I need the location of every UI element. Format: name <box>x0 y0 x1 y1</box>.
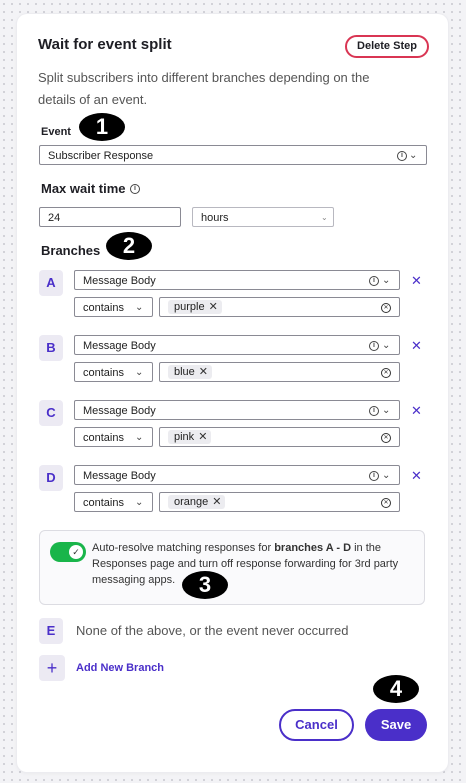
clear-circle-icon[interactable]: ✕ <box>381 498 391 508</box>
auto-resolve-text <box>92 540 422 588</box>
branch-b-field-select[interactable] <box>74 335 400 355</box>
step-marker-3: 3 <box>182 571 228 599</box>
branch-letter-d: D <box>39 465 63 491</box>
branch-a-field-select[interactable] <box>74 270 400 290</box>
panel-description: Split subscribers into different branches depending on the details of an event. <box>38 70 370 107</box>
info-icon: i <box>369 341 379 351</box>
add-new-branch-link[interactable]: Add New Branch <box>76 662 165 674</box>
clear-circle-icon[interactable]: ✕ <box>381 368 391 378</box>
branch-letter-e: E <box>39 618 63 644</box>
wait-unit-select[interactable] <box>192 207 334 227</box>
chip-label: orange <box>174 496 209 508</box>
wait-amount-input[interactable] <box>39 207 181 227</box>
cancel-button[interactable]: Cancel <box>279 709 354 741</box>
step-marker-2: 2 <box>106 232 152 260</box>
branch-a-field-value: Message Body <box>83 275 156 287</box>
remove-branch-d-close-icon[interactable]: ✕ <box>411 468 422 483</box>
chevron-down-icon: ⌄ <box>382 405 391 416</box>
remove-branch-b-close-icon[interactable]: ✕ <box>411 338 422 353</box>
step-marker-4: 4 <box>373 675 419 703</box>
remove-chip-close-icon[interactable]: ✕ <box>208 301 218 313</box>
plus-icon[interactable]: + <box>39 655 65 681</box>
chevron-down-icon: ⌄ <box>382 340 391 351</box>
branch-letter-b: B <box>39 335 63 361</box>
branch-d-value-chip <box>168 495 225 509</box>
delete-step-button[interactable]: Delete Step <box>345 35 429 58</box>
remove-branch-c-close-icon[interactable]: ✕ <box>411 403 422 418</box>
remove-branch-a-close-icon[interactable]: ✕ <box>411 273 422 288</box>
chip-label: pink <box>174 431 195 443</box>
save-button[interactable]: Save <box>365 709 427 741</box>
chevron-down-icon: ⌄ <box>135 497 144 508</box>
branch-a-operator-value: contains <box>83 302 124 314</box>
remove-chip-close-icon[interactable]: ✕ <box>212 496 222 508</box>
info-icon: i <box>369 406 379 416</box>
branch-c-operator-value: contains <box>83 432 124 444</box>
check-icon: ✓ <box>69 545 83 559</box>
branch-c-value-input[interactable] <box>159 427 400 447</box>
step-marker-1: 1 <box>79 113 125 141</box>
wait-unit-value: hours <box>201 212 229 224</box>
branch-a-operator-select[interactable] <box>74 297 153 317</box>
branch-letter-a: A <box>39 270 63 296</box>
auto-resolve-text-end: in the Responses page and turn off response forwarding for 3rd party messaging apps. <box>92 542 399 586</box>
chevron-down-icon: ⌄ <box>135 432 144 443</box>
branch-letter-c: C <box>39 400 63 426</box>
branch-d-operator-select[interactable] <box>74 492 153 512</box>
chevron-down-icon: ⌄ <box>321 213 328 222</box>
chevron-down-icon: ⌄ <box>382 470 391 481</box>
auto-resolve-text-bold: branches A - D <box>274 542 352 554</box>
branch-d-value-input[interactable] <box>159 492 400 512</box>
branch-d-field-value: Message Body <box>83 470 156 482</box>
max-wait-label: Max wait time <box>41 181 126 196</box>
chevron-down-icon: ⌄ <box>135 367 144 378</box>
branch-a-value-chip <box>168 300 222 314</box>
event-label: Event <box>41 126 71 138</box>
branch-d-field-select[interactable] <box>74 465 400 485</box>
chip-label: blue <box>174 366 195 378</box>
info-icon: i <box>369 471 379 481</box>
branch-b-value-chip <box>168 365 212 379</box>
clear-circle-icon[interactable]: ✕ <box>381 303 391 313</box>
remove-chip-close-icon[interactable]: ✕ <box>198 431 208 443</box>
clear-circle-icon[interactable]: ✕ <box>381 433 391 443</box>
info-icon: i <box>130 184 140 194</box>
branch-b-field-value: Message Body <box>83 340 156 352</box>
chevron-down-icon: ⌄ <box>382 275 391 286</box>
info-icon: i <box>369 276 379 286</box>
chip-label: purple <box>174 301 205 313</box>
fallback-branch-text: None of the above, or the event never occurred <box>76 623 349 638</box>
panel-title: Wait for event split <box>38 36 172 53</box>
branch-b-value-input[interactable] <box>159 362 400 382</box>
chevron-down-icon: ⌄ <box>135 302 144 313</box>
branch-b-operator-value: contains <box>83 367 124 379</box>
branch-b-operator-select[interactable] <box>74 362 153 382</box>
branch-c-value-chip <box>168 430 211 444</box>
branch-c-field-value: Message Body <box>83 405 156 417</box>
wait-amount-value: 24 <box>48 212 61 224</box>
event-select-value: Subscriber Response <box>48 150 154 162</box>
info-icon: i <box>397 151 407 161</box>
auto-resolve-text-start: Auto-resolve matching responses for <box>92 542 275 554</box>
branch-a-value-input[interactable] <box>159 297 400 317</box>
branch-c-operator-select[interactable] <box>74 427 153 447</box>
event-select[interactable] <box>39 145 427 165</box>
remove-chip-close-icon[interactable]: ✕ <box>198 366 209 378</box>
branches-label: Branches <box>41 243 101 258</box>
chevron-down-icon: ⌄ <box>409 150 418 161</box>
auto-resolve-toggle[interactable] <box>50 542 86 562</box>
branch-d-operator-value: contains <box>83 497 124 509</box>
branch-c-field-select[interactable] <box>74 400 400 420</box>
